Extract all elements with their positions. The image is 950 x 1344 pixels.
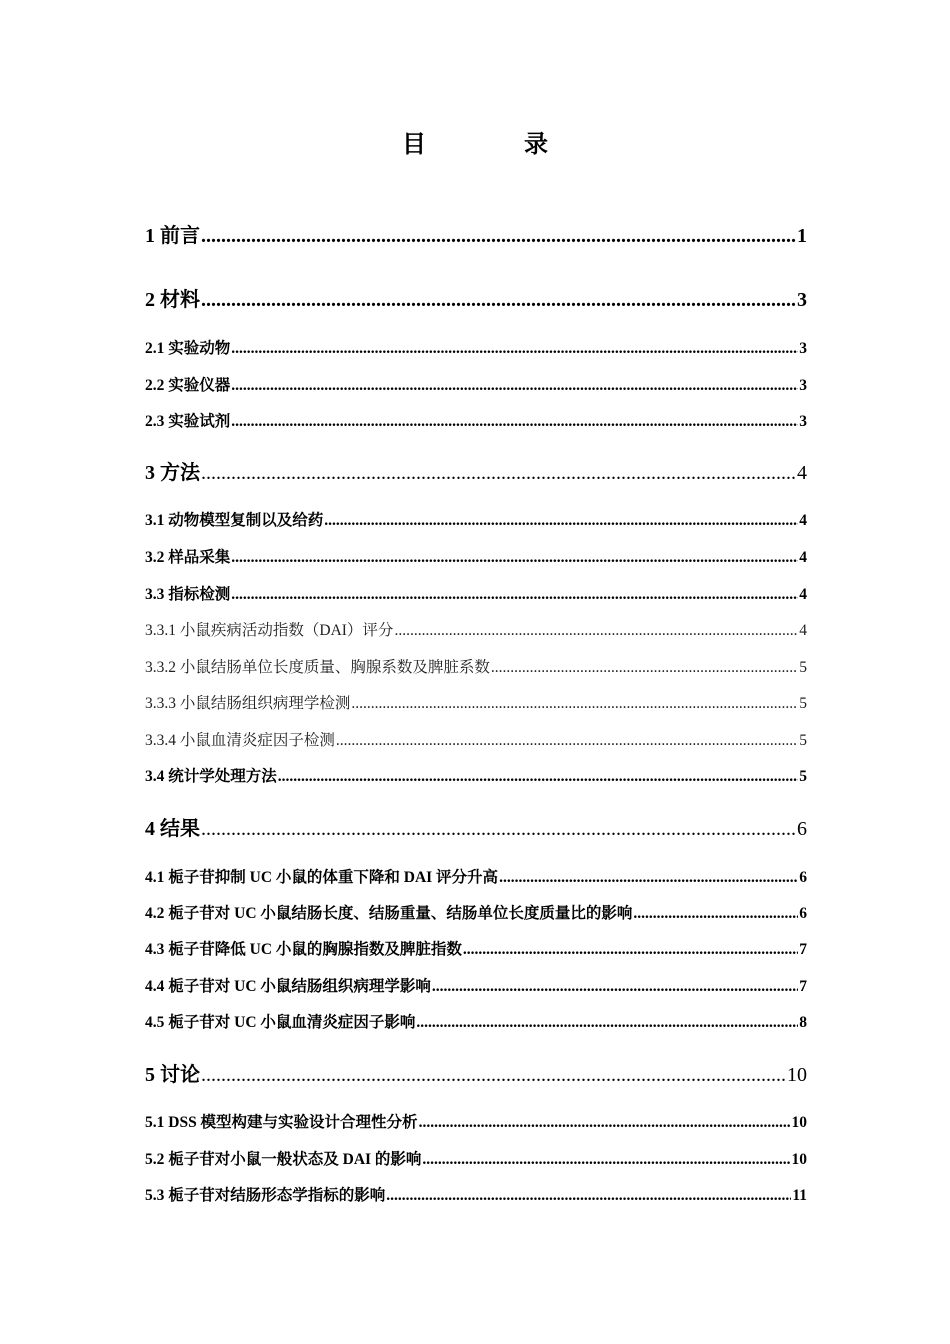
toc-label: 3.3.3 小鼠结肠组织病理学检测	[145, 695, 351, 712]
toc-page-number: 7	[799, 941, 807, 958]
toc-entry-3-2[interactable]	[145, 545, 807, 567]
toc-entry-4-1[interactable]	[145, 865, 807, 887]
toc-label: 4.5 栀子苷对 UC 小鼠血清炎症因子影响	[145, 1014, 416, 1031]
toc-page-number: 5	[799, 732, 807, 749]
leader-dots	[231, 549, 798, 567]
toc-label: 5.3 栀子苷对结肠形态学指标的影响	[145, 1187, 386, 1204]
toc-page-number: 4	[799, 622, 807, 639]
toc-page-number: 4	[799, 512, 807, 529]
toc-title: 目 录	[402, 132, 594, 158]
toc-label: 3.4 统计学处理方法	[145, 768, 277, 785]
toc-page-number: 4	[797, 462, 807, 484]
toc-entry-1[interactable]	[145, 219, 807, 248]
leader-dots	[394, 622, 798, 640]
leader-dots	[499, 869, 798, 887]
toc-page-number: 1	[797, 225, 807, 247]
toc-entry-4-4[interactable]	[145, 974, 807, 996]
leader-dots	[432, 978, 798, 996]
toc-entry-2[interactable]	[145, 283, 807, 312]
toc-page-number: 6	[797, 818, 807, 840]
toc-label: 3 方法	[145, 462, 200, 484]
toc-label: 3.3 指标检测	[145, 586, 231, 603]
toc-entry-3-1[interactable]	[145, 508, 807, 530]
toc-entry-3-3[interactable]	[145, 582, 807, 604]
toc-entry-5-2[interactable]	[145, 1147, 807, 1169]
toc-page-number: 3	[799, 413, 807, 430]
toc-entry-5-1[interactable]	[145, 1110, 807, 1132]
toc-page-number: 6	[799, 905, 807, 922]
toc-entry-2-2[interactable]	[145, 373, 807, 395]
toc-label: 3.3.2 小鼠结肠单位长度质量、胸腺系数及脾脏系数	[145, 659, 490, 676]
toc-label: 3.3.4 小鼠血清炎症因子检测	[145, 732, 335, 749]
toc-label: 2.3 实验试剂	[145, 413, 231, 430]
toc-label: 2.2 实验仪器	[145, 377, 231, 394]
toc-page-number: 3	[799, 377, 807, 394]
leader-dots	[231, 377, 798, 395]
toc-page-number: 10	[787, 1064, 807, 1086]
toc-label: 5.2 栀子苷对小鼠一般状态及 DAI 的影响	[145, 1151, 422, 1168]
toc-label: 5 讨论	[145, 1064, 200, 1086]
toc-page-number: 5	[799, 659, 807, 676]
toc-entry-3[interactable]	[145, 456, 807, 485]
leader-dots	[422, 1151, 790, 1169]
toc-label: 4 结果	[145, 818, 200, 840]
toc-label: 3.2 样品采集	[145, 549, 231, 566]
leader-dots	[231, 586, 798, 604]
toc-page-number: 11	[792, 1187, 807, 1204]
toc-label: 4.3 栀子苷降低 UC 小鼠的胸腺指数及脾脏指数	[145, 941, 462, 958]
toc-entry-2-3[interactable]	[145, 409, 807, 431]
toc-entry-3-3-1[interactable]	[145, 618, 807, 640]
toc-label: 2.1 实验动物	[145, 340, 231, 357]
toc-page-number: 3	[799, 340, 807, 357]
toc-page-number: 3	[797, 289, 807, 311]
toc-entry-4-5[interactable]	[145, 1010, 807, 1032]
toc-entry-4[interactable]	[145, 812, 807, 841]
toc-label: 4.4 栀子苷对 UC 小鼠结肠组织病理学影响	[145, 978, 431, 995]
leader-dots	[201, 289, 796, 312]
toc-page-number: 4	[799, 586, 807, 603]
leader-dots	[419, 1114, 791, 1132]
toc-page-number: 6	[799, 869, 807, 886]
leader-dots	[324, 512, 798, 530]
leader-dots	[351, 695, 798, 713]
leader-dots	[201, 225, 796, 248]
toc-entry-3-3-2[interactable]	[145, 655, 807, 677]
toc-entry-5[interactable]	[145, 1058, 807, 1087]
leader-dots	[231, 413, 798, 431]
toc-entry-3-4[interactable]	[145, 764, 807, 786]
toc-page-number: 7	[799, 978, 807, 995]
toc-page-number: 10	[791, 1151, 807, 1168]
leader-dots	[463, 941, 798, 959]
toc-entry-3-3-3[interactable]	[145, 691, 807, 713]
toc-page-number: 10	[791, 1114, 807, 1131]
toc-page-number: 5	[799, 695, 807, 712]
toc-label: 4.1 栀子苷抑制 UC 小鼠的体重下降和 DAI 评分升高	[145, 869, 499, 886]
leader-dots	[201, 462, 796, 485]
toc-entry-4-3[interactable]	[145, 937, 807, 959]
leader-dots	[278, 768, 798, 786]
toc-label: 4.2 栀子苷对 UC 小鼠结肠长度、结肠重量、结肠单位长度质量比的影响	[145, 905, 633, 922]
toc-entry-4-2[interactable]	[145, 901, 807, 923]
toc-entry-2-1[interactable]	[145, 336, 807, 358]
leader-dots	[491, 659, 798, 677]
leader-dots	[201, 818, 796, 841]
leader-dots	[201, 1064, 786, 1087]
toc-label: 1 前言	[145, 225, 200, 247]
toc-label: 3.3.1 小鼠疾病活动指数（DAI）评分	[145, 622, 394, 639]
toc-page-number: 4	[799, 549, 807, 566]
leader-dots	[633, 905, 798, 923]
leader-dots	[231, 340, 798, 358]
toc-page-number: 8	[799, 1014, 807, 1031]
leader-dots	[336, 732, 798, 750]
leader-dots	[386, 1187, 791, 1205]
toc-entry-5-3[interactable]	[145, 1183, 807, 1205]
toc-label: 5.1 DSS 模型构建与实验设计合理性分析	[145, 1114, 418, 1131]
toc-label: 2 材料	[145, 289, 200, 311]
leader-dots	[416, 1014, 798, 1032]
toc-page-number: 5	[799, 768, 807, 785]
toc-entry-3-3-4[interactable]	[145, 728, 807, 750]
toc-label: 3.1 动物模型复制以及给药	[145, 512, 324, 529]
